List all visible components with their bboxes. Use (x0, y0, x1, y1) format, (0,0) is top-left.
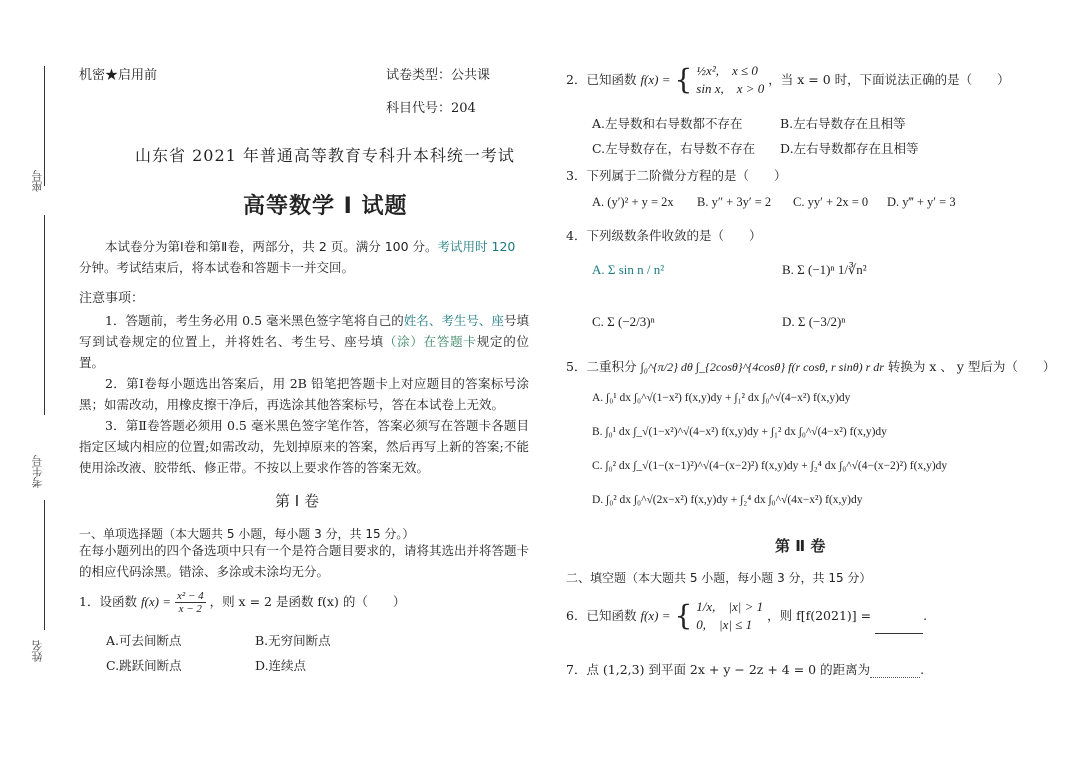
q4-option-d[interactable]: D. Σ (−3/2)ⁿ (782, 314, 846, 329)
q5-option-c[interactable]: C. ∫₀² dx ∫_√(1−(x−1)²)^√(4−(x−2)²) f(x,y)dy + ∫₂⁴ dx ∫₀^√(4−(x−2)²) f(x,y)dy (592, 460, 948, 472)
q2-option-a[interactable]: A.左导数和右导数都不存在 (592, 116, 743, 131)
note-item-3: 3．第Ⅱ卷答题必须用 0.5 毫米黑色签字笔作答，答案必须写在答题卡各题目指定区域内相应的位置;如需改动，先划掉原来的答案，然后再写上新的答案;不能使用涂改液、胶带纸、修正带。不按以上要求作答的答案无效。 (79, 418, 529, 475)
question-2: 2．已知函数 f(x) = { ½x², x ≤ 0 sin x, x > 0 ，当 x = 0 时，下面说法正确的是（ ） (566, 63, 1010, 96)
binding-line-top (44, 66, 45, 186)
section2-heading: 二、填空题（本大题共 5 小题，每小题 3 分，共 15 分） (566, 571, 872, 585)
section1-heading: 一、单项选择题（本大题共 5 小题，每小题 3 分，共 15 分。） (79, 527, 415, 541)
confidential-mark: 机密★启用前 (79, 68, 158, 83)
q3-option-d[interactable]: D. y‴ + y′ = 3 (887, 195, 956, 209)
q5-option-d[interactable]: D. ∫₀² dx ∫₀^√(2x−x²) f(x,y)dy + ∫₂⁴ dx ∫₀^√(4x−x²) f(x,y)dy (592, 494, 863, 506)
q4-option-b[interactable]: B. Σ (−1)ⁿ 1/∛n² (782, 262, 867, 277)
intro-part2: 分钟。考试结束后，将本试卷和答题卡一并交回。 (79, 260, 355, 275)
q1-option-a[interactable]: A.可去间断点 (106, 633, 182, 648)
intro-text (79, 236, 529, 278)
question-1: 1．设函数 f(x) = $\frac{\text{x² − 4}}{x - 2}$ ，则 x = 2 是函数 f(x) 的（ ） (79, 590, 406, 615)
seat-label: 座号 (31, 170, 44, 192)
note-item-2: 2．第Ⅰ卷每小题选出答案后，用 2B 铅笔把答题卡上对应题目的答案标号涂黑；如需改动，用橡皮擦干净后，再选涂其他答案标号，答在本试卷上无效。 (79, 376, 529, 412)
paper-title: 高等数学 Ⅰ 试题 (243, 194, 408, 219)
section2-title: 第 Ⅱ 卷 (775, 537, 826, 555)
q5-option-b[interactable]: B. ∫₀¹ dx ∫_√(1−x²)^√(4−x²) f(x,y)dy + ∫₁² dx ∫₀^√(4−x²) f(x,y)dy (592, 426, 887, 438)
section1-title: 第 Ⅰ 卷 (275, 492, 319, 510)
q3-option-a[interactable]: A. (y′)² + y = 2x (592, 195, 674, 209)
q6-cases: 1/x, |x| > 1 0, |x| ≤ 1 (696, 599, 764, 632)
q2-option-c[interactable]: C.左导数存在，右导数不存在 (592, 141, 756, 156)
q2-option-b[interactable]: B.左右导数存在且相等 (780, 116, 906, 131)
subject-code: 科目代号：204 (386, 101, 476, 116)
q1-fraction: $\frac{\text{x² − 4}}{x - 2}$ (176, 590, 204, 615)
note-item-1: 1．答题前，考生务必用 0.5 毫米黑色签字笔将自己的姓名、考生号、座号填写到试卷规定的位置上，并将姓名、考生号、座号填（涂）在答题卡规定的位置。 (79, 313, 529, 370)
question-6: 6．已知函数 f(x) = { 1/x, |x| > 1 0, |x| ≤ 1 ，则 f[f(2021)] = . (566, 599, 928, 632)
name-label: 姓名 (31, 640, 44, 662)
section1-instruction: 在每小题列出的四个备选项中只有一个是符合题目要求的，请将其选出并将答题卡的相应代码涂黑。错涂、多涂或未涂均无分。 (79, 543, 530, 579)
q1-option-d[interactable]: D.连续点 (255, 658, 307, 673)
q1-option-c[interactable]: C.跳跃间断点 (106, 658, 182, 673)
q2-option-d[interactable]: D.左右导数都存在且相等 (780, 141, 919, 156)
q2-cases: ½x², x ≤ 0 sin x, x > 0 (696, 63, 765, 96)
q3-option-b[interactable]: B. y″ + 3y′ = 2 (697, 195, 772, 209)
intro-time: 考试用时 120 (437, 239, 516, 254)
intro-part1: 本试卷分为第Ⅰ卷和第Ⅱ卷，两部分，共 2 页。满分 100 分。 (105, 239, 438, 254)
exam-title: 山东省 2021 年普通高等教育专科升本科统一考试 (135, 146, 515, 165)
q7-answer-blank[interactable] (870, 663, 920, 678)
question-7: 7．点 (1,2,3) 到平面 2x + y − 2z + 4 = 0 的距离为 . (566, 662, 925, 677)
q3-option-c[interactable]: C. yy′ + 2x = 0 (793, 195, 869, 209)
question-3: 3．下列属于二阶微分方程的是（ ） (566, 168, 787, 183)
q6-answer-blank[interactable] (875, 619, 923, 634)
q4-option-a[interactable]: A. Σ sin n / n² (592, 262, 665, 277)
question-4: 4．下列级数条件收敛的是（ ） (566, 228, 762, 243)
q4-option-c[interactable]: C. Σ (−2/3)ⁿ (592, 314, 655, 329)
exam-number-label: 考生号 (31, 455, 44, 488)
paper-type: 试卷类型：公共课 (386, 68, 491, 83)
question-5: 5．二重积分 ∫₀^{π/2} dθ ∫_{2cosθ}^{4cosθ} f(r cosθ, r sinθ) r dr 转换为 x 、 y 型后为（ ） (566, 359, 1056, 374)
binding-line-bottom (44, 500, 45, 630)
binding-line-mid (44, 215, 45, 415)
q5-option-a[interactable]: A. ∫₀¹ dx ∫₀^√(1−x²) f(x,y)dy + ∫₁² dx ∫₀^√(4−x²) f(x,y)dy (592, 392, 851, 404)
q1-option-b[interactable]: B.无穷间断点 (255, 633, 331, 648)
notes-heading: 注意事项： (79, 291, 145, 306)
